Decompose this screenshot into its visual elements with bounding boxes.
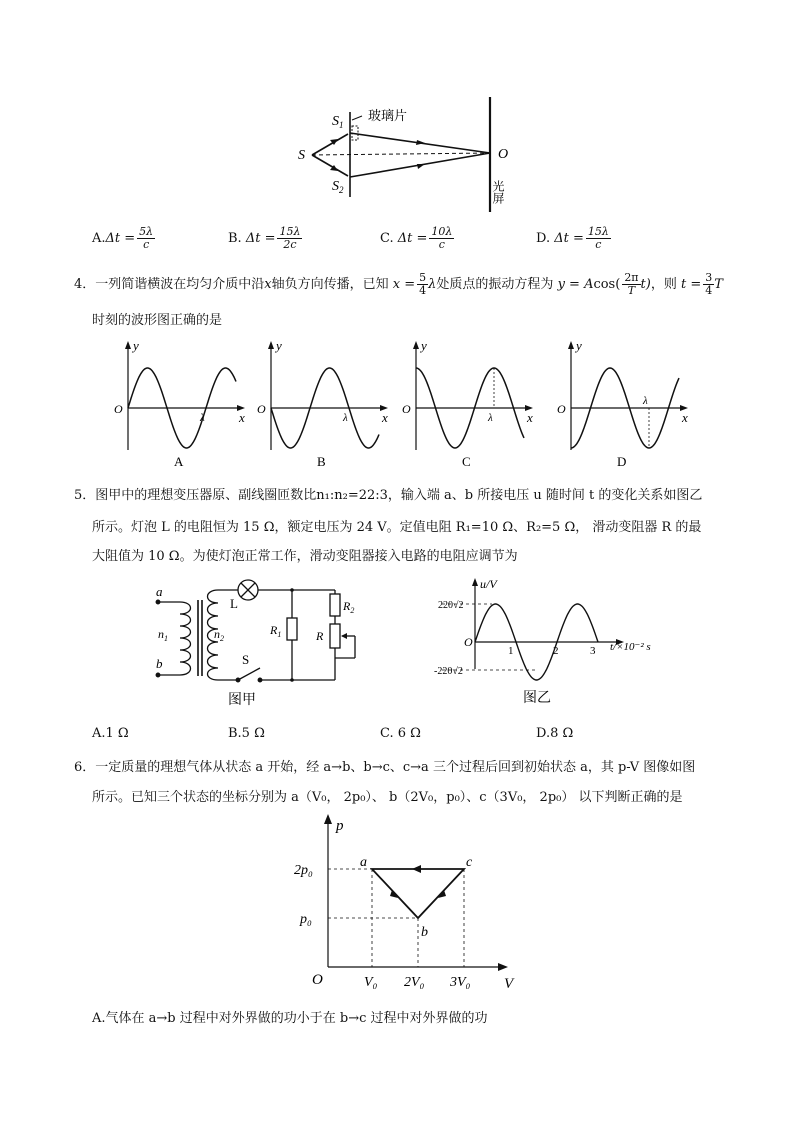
circuit-label-b: b — [156, 656, 163, 671]
wave-graph-b — [255, 338, 395, 468]
graph-tick-1: 1 — [508, 645, 514, 657]
q3-option-c[interactable]: C. Δt = $\frac{10\lambda}{c}$ — [380, 225, 453, 251]
pv-state-b: b — [421, 925, 428, 940]
lambda-label: λ — [200, 412, 205, 424]
circuit-label-a: a — [156, 584, 163, 599]
fig3-label-screen: 光屏 — [491, 180, 505, 204]
pv-diagram — [292, 812, 522, 1000]
pv-state-c: c — [466, 855, 473, 870]
graph-label: D — [617, 454, 627, 468]
q5-option-c[interactable]: C. 6 Ω — [380, 726, 421, 741]
graph-tick-3: 3 — [590, 645, 596, 657]
graph-label: B — [317, 454, 326, 468]
circuit-label-n2: $n_2$ — [214, 627, 224, 643]
fig3-label-s: S — [298, 148, 305, 163]
graph-y-max: 220√2 — [438, 600, 464, 611]
wave-graph-a — [112, 338, 252, 468]
pv-tick-2v0: 2V₀ — [404, 975, 425, 990]
lambda-label: λ — [488, 412, 493, 424]
graph-tick-2: 2 — [553, 645, 559, 657]
fig3-label-s2: $S_2$ — [332, 179, 344, 195]
q3-option-a[interactable]: A.Δt = $\frac{5\lambda}{c}$ — [92, 225, 154, 251]
circuit-label-r2: $R_2$ — [343, 599, 355, 615]
y-axis-label: y — [133, 338, 139, 353]
lambda-label: λ — [643, 395, 648, 407]
circuit-label-lamp: L — [230, 596, 238, 611]
q3-option-b[interactable]: B. Δt = $\frac{15\lambda}{2c}$ — [228, 225, 301, 251]
circuit-label-r: R — [316, 629, 324, 643]
x-axis-label: x — [239, 410, 245, 425]
q6-question-line2: 所示。已知三个状态的坐标分别为 a（V₀， 2p₀）、 b（2V₀，p₀）、c（3V₀， 2p₀） 以下判断正确的是 — [92, 790, 683, 805]
graph-x-label: t/×10⁻² s — [610, 641, 651, 653]
x-axis-label: x — [527, 410, 533, 425]
q6-option-a[interactable]: A.气体在 a→b 过程中对外界做的功小于在 b→c 过程中对外界做的功 — [92, 1011, 488, 1026]
fig3-label-s1: $S_1$ — [332, 114, 344, 130]
graph-y-label: u/V — [480, 577, 497, 591]
circuit-label-switch: S — [242, 652, 250, 667]
y-axis-arrow — [125, 341, 131, 349]
fig3-label-glass: 玻璃片 — [368, 108, 408, 123]
wave-graph-d — [555, 338, 695, 468]
graph-y-min: -220√2 — [434, 666, 463, 677]
lambda-label: λ — [343, 412, 348, 424]
q5-option-a[interactable]: A.1 Ω — [92, 726, 129, 741]
pv-tick-p0: p₀ — [300, 912, 312, 927]
q4-question-line2: 时刻的波形图正确的是 — [92, 313, 223, 328]
double-slit-figure — [290, 92, 530, 217]
pv-tick-2p0: 2p₀ — [294, 863, 313, 878]
pv-state-a: a — [360, 855, 367, 870]
origin-label: O — [557, 402, 566, 416]
origin-label: O — [257, 402, 266, 416]
fig3-label-o: O — [498, 147, 509, 162]
origin-label: O — [402, 402, 411, 416]
transformer-circuit — [150, 572, 380, 710]
origin-label: O — [114, 402, 123, 416]
q6-question-line1: 6．一定质量的理想气体从状态 a 开始，经 a→b、b→c、c→a 三个过程后回到初始状态 a，其 p-V 图像如图 — [74, 760, 696, 775]
y-axis-label: y — [421, 338, 427, 353]
graph-label: C — [462, 454, 471, 468]
wave-graph-c — [400, 338, 540, 468]
q5-option-d[interactable]: D.8 Ω — [536, 726, 574, 741]
voltage-time-graph — [420, 574, 670, 710]
q5-question-line1: 5．图甲中的理想变压器原、副线圈匝数比n₁:n₂=22:3，输入端 a、b 所接电压 u 随时间 t 的变化关系如图乙 — [74, 488, 703, 503]
pv-origin: O — [312, 972, 323, 988]
graph-label: A — [174, 454, 184, 468]
pv-tick-3v0: 3V₀ — [450, 975, 471, 990]
y-axis-label: y — [576, 338, 582, 353]
q5-question-line2: 所示。灯泡 L 的电阻恒为 15 Ω，额定电压为 24 V。定值电阻 R₁=10 Ω、R₂=5 Ω， 滑动变阻器 R 的最 — [92, 520, 702, 535]
q4-question: 4．一列简谐横波在均匀介质中沿x轴负方向传播，已知 x = $\frac{5}{4}$ λ处质点的振动方程为 y = Acos( $\frac{2\pi}{T}$ t)，则 t = $\frac{3}{4}$ T — [74, 271, 723, 297]
q3-option-d[interactable]: D. Δt = $\frac{15\lambda}{c}$ — [536, 225, 609, 251]
circuit-caption: 图甲 — [228, 693, 256, 708]
circuit-label-n1: $n_1$ — [158, 627, 168, 643]
graph-caption: 图乙 — [523, 691, 551, 706]
pv-axis-p: p — [336, 818, 344, 834]
y-axis-arrow — [268, 341, 274, 349]
pv-tick-v0: V₀ — [364, 975, 378, 990]
q5-question-line3: 大阻值为 10 Ω。为使灯泡正常工作，滑动变阻器接入电路的电阻应调节为 — [92, 549, 518, 564]
y-axis-label: y — [276, 338, 282, 353]
x-axis-label: x — [682, 410, 688, 425]
y-axis-arrow — [568, 341, 574, 349]
y-axis-arrow — [413, 341, 419, 349]
circuit-label-r1: $R_1$ — [270, 623, 282, 639]
pv-axis-v: V — [504, 976, 514, 992]
x-axis-label: x — [382, 410, 388, 425]
graph-origin: O — [464, 635, 473, 649]
q5-option-b[interactable]: B.5 Ω — [228, 726, 265, 741]
